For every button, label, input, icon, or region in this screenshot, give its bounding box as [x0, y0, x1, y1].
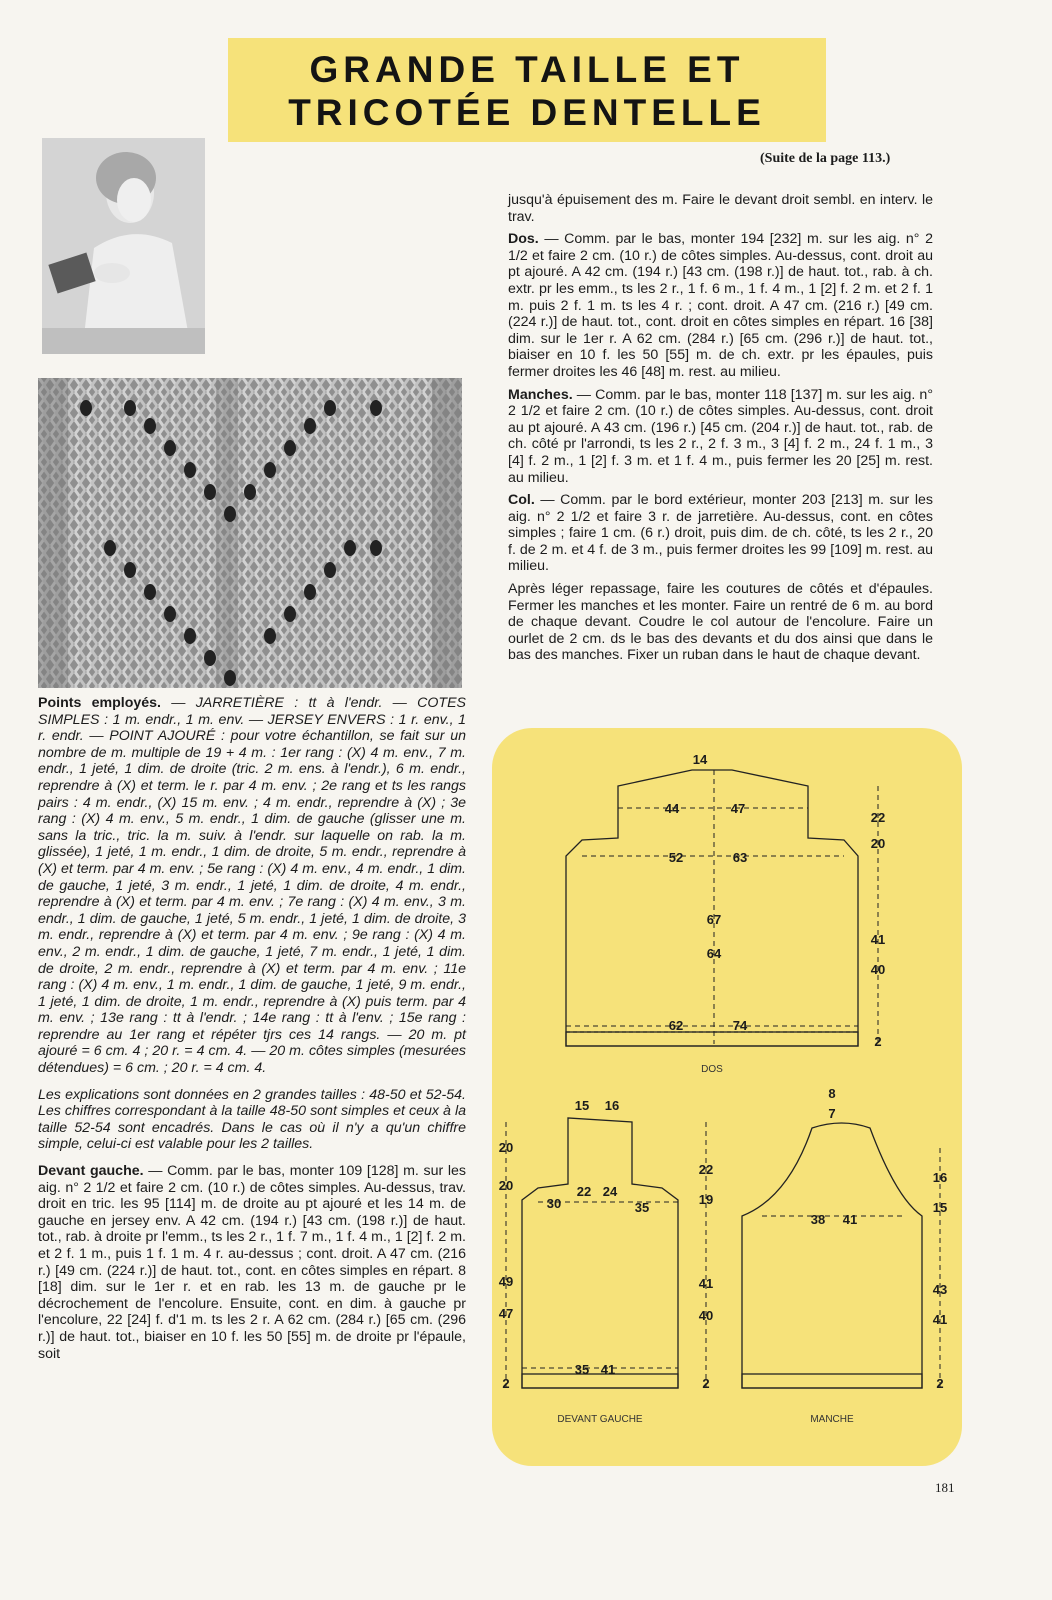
- dos-text: — Comm. par le bas, monter 194 [232] m. sur les aig. n° 2 1/2 et faire 2 cm. (10 r.) de côtes simples. Au-dessus, cont. droit au pt ajouré. A 42 cm. (194 r.) [43 cm. (198 r.)] de haut. tot., rab. à ch. extr. pr les emm., ts les 2 r., 1 f. 6 m., 1 f. 4 m., 1 [2] f. 2 m. et 2 f. 1 m. puis 2 f. 1 m. ts les 4 r. ; cont. droit. A 47 cm. (216 r.) [49 cm. (224 r.)] de haut. tot., cont. droit en côtes simples en répart. 16 [38] dim. sur le 1er r. A 62 cm. (284 r.) [65 cm. (296 r.)] de haut. tot., biaiser en 10 f. les 50 [55] m. de ch. extr. pr les épaules, puis fermer droites les 46 [48] m. rest. au milieu.: [508, 231, 933, 380]
- devant-h40: 40: [698, 1308, 714, 1323]
- dos-w52: 52: [668, 850, 684, 865]
- schematics-svg: [492, 728, 962, 1466]
- manche-h41: 41: [932, 1312, 948, 1327]
- title-line-1: GRANDE TAILLE ET: [309, 49, 745, 90]
- manche-h2: 2: [936, 1376, 944, 1391]
- manche-label: MANCHE: [810, 1414, 854, 1425]
- page-title: [228, 48, 826, 134]
- explications-note: Les explications sont données en 2 grandes tailles : 48-50 et 52-54. Les chiffres correspondant à la taille 48-50 sont simples et ceux à la taille 52-54 sont encadrés. Dans le cas où il n'y a qu'un chiffre simple, celui-ci est valable pour les 2 tailles.: [38, 1086, 466, 1153]
- devant-outline: [522, 1118, 678, 1388]
- dos-h20: 20: [870, 836, 886, 851]
- pattern-diagram: [492, 728, 962, 1466]
- devant-text: — Comm. par le bas, monter 109 [128] m. sur les aig. n° 2 1/2 et faire 2 cm. (10 r.) de côtes simples. Au-dessus, trav. droit en tric. les 95 [114] m. de droite au pt ajouré et les 14 m. de gauche en jersey env. A 42 cm. (194 r.) [43 cm. (198 r.)] de haut. tot., rab. à droite pr l'emm., ts les 2 r., 1 f. 7 m., 1 f. 4 m., 1 [2] f. 2 m. et 2 f. 1 m., puis 1 f. 1 m. 4 r. au-dessus ; cont. droit. A 47 cm. (216 r.) [49 cm. (224 r.)] de haut. tot., cont. en côtes simples en répart. 8 [18] dim. sur le 1er r. et en rab. les 13 m. de gauche pr le décrochement de l'encolure. Ensuite, cont. en dim. à gauche pr l'encolure, 22 [24] f. d'1 m. ts les 2 r. A 62 cm. (284 r.) [65 cm. (296 r.)] de haut. tot., biaiser en 10 f. les 50 [55] m. de droite pr l'épaule, soit: [38, 1163, 466, 1362]
- devant-heading: Devant gauche.: [38, 1163, 144, 1180]
- manche-w41: 41: [842, 1212, 858, 1227]
- devant-h20b: 20: [498, 1140, 514, 1155]
- devant-h49: 49: [498, 1274, 514, 1289]
- dos-w44: 44: [664, 801, 680, 816]
- devant-w35b: 35: [634, 1200, 650, 1215]
- devant-gauche: [38, 1163, 466, 1362]
- devant-h2b: 2: [702, 1376, 710, 1391]
- dos-top-width: 14: [692, 752, 708, 767]
- devant-t16: 16: [604, 1098, 620, 1113]
- manche-h15: 15: [932, 1200, 948, 1215]
- dos-w47: 47: [730, 801, 746, 816]
- devant-w30: 30: [546, 1196, 562, 1211]
- manche-h43: 43: [932, 1282, 948, 1297]
- dos-section: [508, 231, 933, 380]
- manche-t7: 7: [828, 1106, 836, 1121]
- devant-label: DEVANT GAUCHE: [557, 1414, 643, 1425]
- points-text: — JARRETIÈRE : tt à l'endr. — COTES SIMPLES : 1 m. endr., 1 m. env. — JERSEY ENVERS : 1 r. env., 1 r. endr. — POINT AJOURÉ : pour votre échantillon, se fait sur un nombre de m. multiple de 19 + 4 m. : 1er rang : (X) 4 m. env., 7 m. endr., 1 jeté, 1 dim. de droite (tric. 2 m. ens. à l'endr.), 6 m. endr., reprendre à (X) et term. le r. par 4 m. env. ; 2e rang et ts les rangs pairs : 4 m. endr., (X) 15 m. env. ; 4 m. endr., reprendre à (X) ; 3e rang : (X) 4 m. env., 5 m. endr., 1 dim. de gauche (glisser une m. sans la tric., tric. la m. suiv. à l'endr. sur laquelle on rab. la m. glissée), 1 jeté, 1 m. endr., 1 dim. de droite, 5 m. endr., reprendre à (X) et term. par 4 m. env. ; 5e rang : (X) 4 m. env., 4 m. endr., 1 dim. de gauche, 1 jeté, 3 m. endr., 1 jeté, 1 dim. de droite, 4 m. endr., reprendre à (X) et term. par 4 m. env. ; 7e rang : (X) 4 m. env., 3 m. endr., 1 dim. de gauche, 1 jeté, 5 m. endr., 1 jeté, 1 dim. de droite, 3 m. endr., reprendre à (X) et term. par 4 m. env. ; 9e rang : (X) 4 m. env., 2 m. endr., 1 dim. de gauche, 1 jeté, 7 m. endr., 1 jeté, 1 dim. de droite, 2 m. endr., reprendre à (X) et term. par 4 m. env. ; 11e rang : (X) 4 m. env., 1 m. endr., 1 dim. de gauche, 1 jeté, 9 m. endr., 1 jeté, 1 dim. de droite, 1 m. endr., reprendre à (X) puis term. par 4 m. env. ; 13e rang : tt à l'endr. ; 14e rang : tt à l'env. ; 15e rang : reprendre au 1er rang et répéter tjrs ces 14 rangs. — 20 m. pt ajouré = 6 cm. 4 ; 20 r. = 4 cm. 4. — 20 m. côtes simples (mesurées détendues) = 6 cm. ; 20 r. = 4 cm. 4.: [38, 695, 467, 1077]
- model-photo: [42, 138, 205, 354]
- col-section: [508, 492, 933, 575]
- dos-ribbing: [566, 1032, 858, 1046]
- devant-h22: 22: [698, 1162, 714, 1177]
- points-heading: Points employés.: [38, 695, 162, 711]
- title-line-2: TRICOTÉE DENTELLE: [288, 92, 766, 133]
- devant-w22: 22: [576, 1184, 592, 1199]
- devant-h20: 20: [498, 1178, 514, 1193]
- manche-w38: 38: [810, 1212, 826, 1227]
- dos-h67: 67: [706, 912, 722, 927]
- title-banner: [228, 38, 826, 142]
- manches-section: [508, 387, 933, 487]
- dos-outline: [566, 770, 858, 1046]
- dos-h64: 64: [706, 946, 722, 961]
- dos-label: DOS: [701, 1064, 723, 1075]
- manche-ribbing: [742, 1374, 922, 1388]
- dos-h2: 2: [874, 1034, 882, 1049]
- continuation-text: jusqu'à épuisement des m. Faire le devant droit sembl. en interv. le trav.: [508, 192, 933, 225]
- col-text: — Comm. par le bord extérieur, monter 203 [213] m. sur les aig. n° 2 1/2 et faire 3 r. de jarretière. Au-dessus, cont. en côtes simples ; faire 1 cm. (6 r.) droit, puis dim. de ch. côté, ts les 2 r., 20 f. de 2 m. et 4 f. de 3 m., puis fermer droites les 99 [109] m. rest. au milieu.: [508, 492, 933, 575]
- dos-heading: Dos.: [508, 231, 539, 248]
- devant-h19: 19: [698, 1192, 714, 1207]
- dos-h40: 40: [870, 962, 886, 977]
- devant-w24: 24: [602, 1184, 618, 1199]
- manches-heading: Manches.: [508, 386, 573, 403]
- manche-outline: [742, 1123, 922, 1388]
- devant-w41: 41: [600, 1362, 616, 1377]
- devant-h41: 41: [698, 1276, 714, 1291]
- page-number: 181: [935, 1480, 955, 1495]
- col-heading: Col.: [508, 492, 535, 509]
- manches-text: — Comm. par le bas, monter 118 [137] m. sur les aig. n° 2 1/2 et faire 2 cm. (10 r.) de côtes simples. Au-dessus, cont. droit au pt ajouré. A 43 cm. (196 r.) [45 cm. (204 r.)] de haut. tot., rab. de ch. côté pr l'arrondi, ts les 2 r., 2 f. 3 m., 3 [4] f. 2 m., 24 f. 1 m., 3 [4] f. 2 m., 1 [2] f. 3 m. et 1 f. 4 m., puis fermer les 20 [25] m. rest. au milieu.: [508, 386, 933, 486]
- devant-h2: 2: [502, 1376, 510, 1391]
- devant-t15: 15: [574, 1098, 590, 1113]
- devant-w35: 35: [574, 1362, 590, 1377]
- continuation-note: (Suite de la page 113.): [760, 151, 891, 166]
- lace-stitch-swatch: [38, 378, 462, 688]
- points-employes: [38, 695, 466, 1077]
- right-column: [508, 192, 933, 670]
- dos-w63: 63: [732, 850, 748, 865]
- dos-w74: 74: [732, 1018, 748, 1033]
- manche-t8: 8: [828, 1086, 836, 1101]
- manche-h16: 16: [932, 1170, 948, 1185]
- dos-h22: 22: [870, 810, 886, 825]
- finishing-section: Après léger repassage, faire les coutures de côtés et d'épaules. Fermer les manches et les monter. Faire un rentré de 6 m. au bord de chaque devant. Coudre le col autour de l'encolure. Faire un ourlet de 2 cm. ds le bas des devants et du dos ainsi que dans le bas des manches. Fixer un ruban dans le haut de chaque devant.: [508, 581, 933, 664]
- devant-h47: 47: [498, 1306, 514, 1321]
- left-column: [38, 695, 466, 1368]
- dos-h41: 41: [870, 932, 886, 947]
- dos-w62: 62: [668, 1018, 684, 1033]
